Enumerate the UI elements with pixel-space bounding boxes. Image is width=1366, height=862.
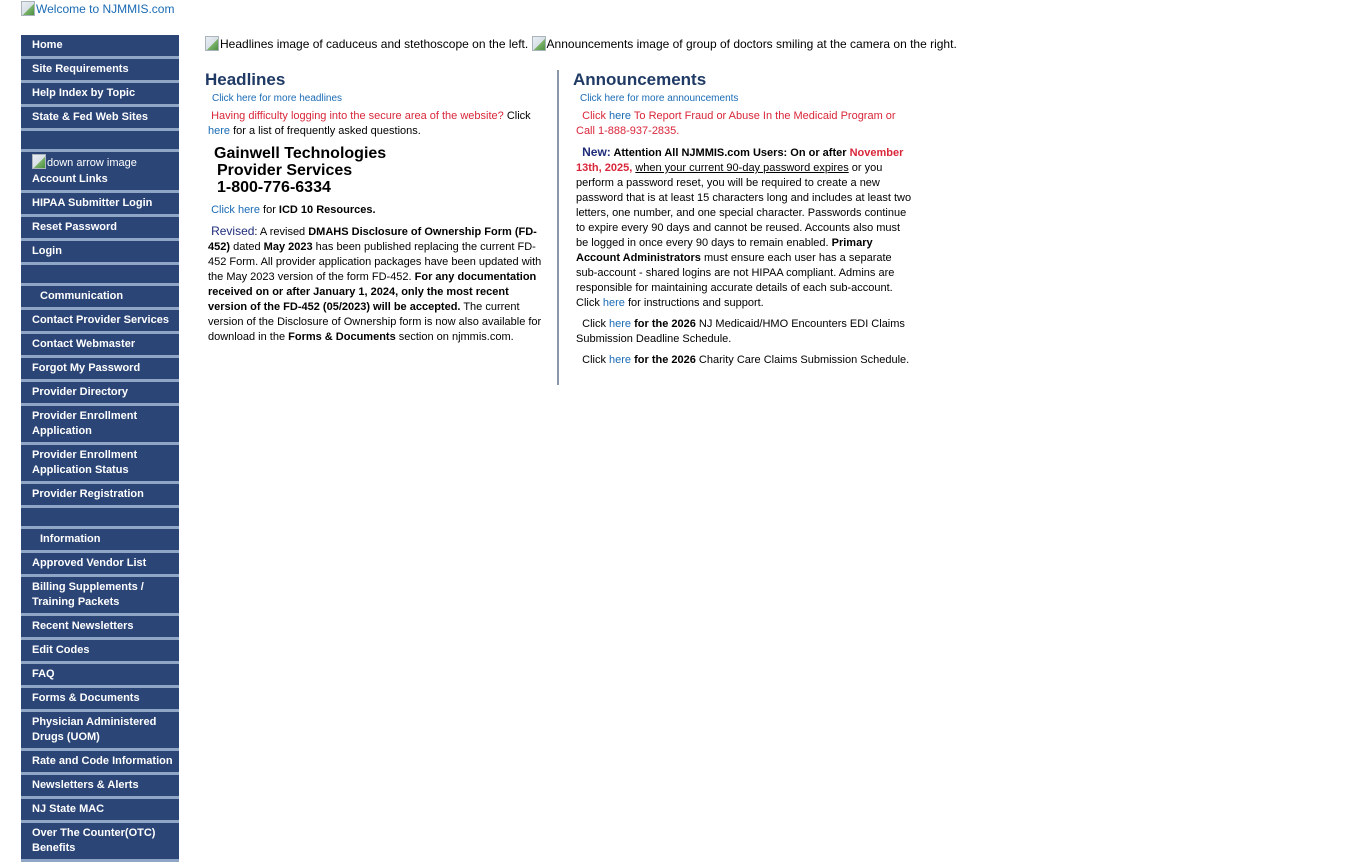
icd-for-text: for [259, 204, 279, 216]
attention-text: Attention All NJMMIS.com Users: On or after [610, 147, 850, 159]
sidebar-item-label: Rate and Code Information [32, 755, 173, 767]
new-label: New: [582, 145, 611, 159]
support-here-link[interactable]: here [602, 297, 625, 309]
login-help-rest-text: for a list of frequently asked questions. [230, 125, 421, 137]
sidebar-item-nj-state-mac[interactable] [21, 799, 179, 823]
faq-here-link[interactable]: here [208, 125, 231, 137]
sidebar-item-label: NJ State MAC [32, 803, 105, 815]
effective-date: November 13th, 2025, [576, 147, 904, 174]
sidebar-item-home[interactable] [21, 35, 179, 59]
provider-services-label: Provider Services [217, 162, 353, 179]
sidebar-nav [21, 35, 179, 862]
sidebar-item-label: Help Index by Topic [32, 87, 136, 99]
sidebar-item-physician-administered-drugs[interactable] [21, 712, 179, 751]
sidebar-item-recent-newsletters[interactable] [21, 616, 179, 640]
sidebar-spacer [21, 508, 179, 529]
sidebar-item-otc-benefits[interactable] [21, 823, 179, 862]
edi-rest-text: NJ Medicaid/HMO Encounters EDI Claims Submission Deadline Schedule. [576, 318, 905, 345]
sidebar-item-provider-registration[interactable] [21, 484, 179, 508]
edi-year-text: for the 2026 [631, 318, 696, 330]
sidebar-item-provider-enrollment-status[interactable] [21, 445, 179, 484]
charity-care-paragraph [573, 353, 913, 368]
more-announcements-link[interactable]: Click here for more announcements [580, 93, 739, 104]
sidebar-item-label: Edit Codes [32, 644, 90, 656]
login-help-paragraph [205, 109, 545, 139]
sidebar-item-label: Physician Administered Drugs (UOM) [32, 716, 157, 743]
down-arrow-icon [32, 154, 173, 171]
sidebar-item-label: Contact Provider Services [32, 314, 169, 326]
sidebar-item-contact-provider-services[interactable] [21, 310, 179, 334]
sidebar-spacer [21, 131, 179, 152]
sidebar-section-title: Communication [40, 290, 124, 302]
more-headlines-link[interactable]: Click here for more headlines [212, 93, 343, 104]
revised-acceptance-notice: For any documentation received on or after January 1, 2024, only the most recent version of the FD-452 (05/2023) will be accepted. [208, 271, 537, 313]
sidebar-item-label: Approved Vendor List [32, 557, 147, 569]
icd-resources-text: ICD 10 Resources. [278, 204, 376, 216]
sidebar-item-faq[interactable] [21, 664, 179, 688]
password-expiry-text: when your current 90-day password expires [635, 162, 849, 174]
sidebar-item-hipaa-submitter-login[interactable] [21, 193, 179, 217]
site-logo-link[interactable] [21, 1, 174, 16]
fraud-here-link[interactable]: here [609, 110, 632, 122]
headlines-title: Headlines [205, 70, 286, 89]
revised-text: dated [230, 241, 264, 253]
sidebar-item-label: Home [32, 39, 63, 51]
sidebar-item-site-requirements[interactable] [21, 59, 179, 83]
sidebar-item-newsletters-alerts[interactable] [21, 775, 179, 799]
sidebar-item-label: Provider Directory [32, 386, 128, 398]
announcements-image-icon [532, 36, 546, 51]
sidebar-item-label: Provider Enrollment Application [32, 410, 138, 437]
announcements-image-alt: Announcements image of group of doctors smiling at the camera on the right. [546, 37, 957, 51]
sidebar-item-label: Forgot My Password [32, 362, 141, 374]
sidebar-item-label: Reset Password [32, 221, 117, 233]
sidebar-item-help-index[interactable] [21, 83, 179, 107]
sidebar-item-contact-webmaster[interactable] [21, 334, 179, 358]
fraud-rest-text: To Report Fraud or Abuse In the Medicaid Program or Call 1-888-937-2835. [576, 110, 896, 137]
down-arrow-alt-text: down arrow image [47, 157, 137, 169]
revised-form-name: DMAHS Disclosure of Ownership Form (FD-452) [208, 226, 537, 253]
sidebar-item-label: Over The Counter(OTC) Benefits [32, 827, 156, 854]
sidebar-item-label: State & Fed Web Sites [32, 111, 148, 123]
logo-image-icon [21, 1, 35, 16]
fraud-click-text: Click [582, 110, 610, 122]
charity-here-link[interactable]: here [609, 354, 632, 366]
sidebar-section-title: Account Links [32, 173, 108, 185]
provider-services-contact [205, 145, 545, 196]
icd-paragraph [205, 203, 545, 218]
revised-text: : A revised [254, 226, 309, 238]
sidebar-spacer [21, 265, 179, 286]
announcements-section [573, 70, 913, 374]
revised-paragraph [205, 224, 545, 345]
edi-here-link[interactable]: here [609, 318, 632, 330]
primary-admins-text: Primary Account Administrators [576, 237, 873, 264]
announcements-title: Announcements [573, 70, 707, 89]
icd-click-here-link[interactable]: Click here [211, 204, 260, 216]
sidebar-item-label: Site Requirements [32, 63, 129, 75]
provider-services-phone: 1-800-776-6334 [217, 179, 331, 196]
sidebar-item-approved-vendor-list[interactable] [21, 553, 179, 577]
sidebar-item-login[interactable] [21, 241, 179, 265]
sidebar-item-label: HIPAA Submitter Login [32, 197, 153, 209]
column-divider [557, 70, 559, 385]
company-name: Gainwell Technologies [214, 145, 387, 162]
revised-label: Revised [211, 224, 255, 238]
sidebar-item-label: Login [32, 245, 62, 257]
revised-date: May 2023 [263, 241, 313, 253]
headlines-section [205, 70, 545, 351]
revised-text: has been published replacing the current FD-452 Form. All provider application packages have been updated with the May 2023 version of the form FD-452. [208, 241, 542, 283]
password-policy-text: or you perform a password reset, you will be required to create a new password that is at least 15 characters long and includes at least two letters, one number, and one special character. Passwords continue to expire every 90 days and cannot be reused. Accounts also must be logged in once every 90 days to remain enabled. [576, 162, 912, 249]
charity-year-text: for the 2026 [631, 354, 696, 366]
sidebar-item-label: Forms & Documents [32, 692, 140, 704]
headlines-image-alt: Headlines image of caduceus and stethoscope on the left. [220, 37, 529, 51]
sidebar-item-reset-password[interactable] [21, 217, 179, 241]
charity-click-text: Click [582, 354, 610, 366]
sidebar-item-label: Billing Supplements / Training Packets [32, 581, 144, 608]
sidebar-item-edit-codes[interactable] [21, 640, 179, 664]
sidebar-section-communication [21, 286, 179, 310]
sidebar-item-label: Provider Enrollment Application Status [32, 449, 138, 476]
logo-alt-text: Welcome to NJMMIS.com [36, 2, 175, 16]
password-policy-paragraph [573, 145, 913, 311]
sidebar-section-account-links [21, 152, 179, 193]
login-help-click-text: Click [503, 110, 531, 122]
revised-text: The current version of the Disclosure of Ownership form is now also available for download in the [208, 301, 542, 343]
forms-documents-text: Forms & Documents [288, 331, 396, 343]
sidebar-item-state-fed-sites[interactable] [21, 107, 179, 131]
support-rest-text: for instructions and support. [624, 297, 764, 309]
sidebar-item-label: Recent Newsletters [32, 620, 134, 632]
sidebar-item-forms-documents[interactable] [21, 688, 179, 712]
headlines-image-icon [205, 36, 219, 51]
password-policy-text: must ensure each user has a separate sub-account - shared logins are not HIPAA compliant. Admins are responsible for maintaining accurate details of each sub-account. [576, 252, 895, 294]
sidebar-section-information [21, 529, 179, 553]
edi-click-text: Click [582, 318, 610, 330]
sidebar-item-forgot-password[interactable] [21, 358, 179, 382]
edi-schedule-paragraph [573, 317, 913, 347]
support-click-text: Click [576, 297, 603, 309]
sidebar-item-provider-directory[interactable] [21, 382, 179, 406]
sidebar-item-label: FAQ [32, 668, 55, 680]
sidebar-item-label: Provider Registration [32, 488, 144, 500]
banner [205, 36, 957, 51]
sidebar-item-provider-enrollment-application[interactable] [21, 406, 179, 445]
sidebar-section-title: Information [40, 533, 101, 545]
charity-rest-text: Charity Care Claims Submission Schedule. [695, 354, 910, 366]
sidebar-item-billing-supplements[interactable] [21, 577, 179, 616]
sidebar-item-label: Newsletters & Alerts [32, 779, 139, 791]
fraud-report-paragraph [573, 109, 913, 139]
sidebar-item-label: Contact Webmaster [32, 338, 136, 350]
sidebar-item-rate-code-information[interactable] [21, 751, 179, 775]
login-help-alert-text: Having difficulty logging into the secure area of the website? [211, 110, 504, 122]
revised-text: section on njmmis.com. [395, 331, 514, 343]
